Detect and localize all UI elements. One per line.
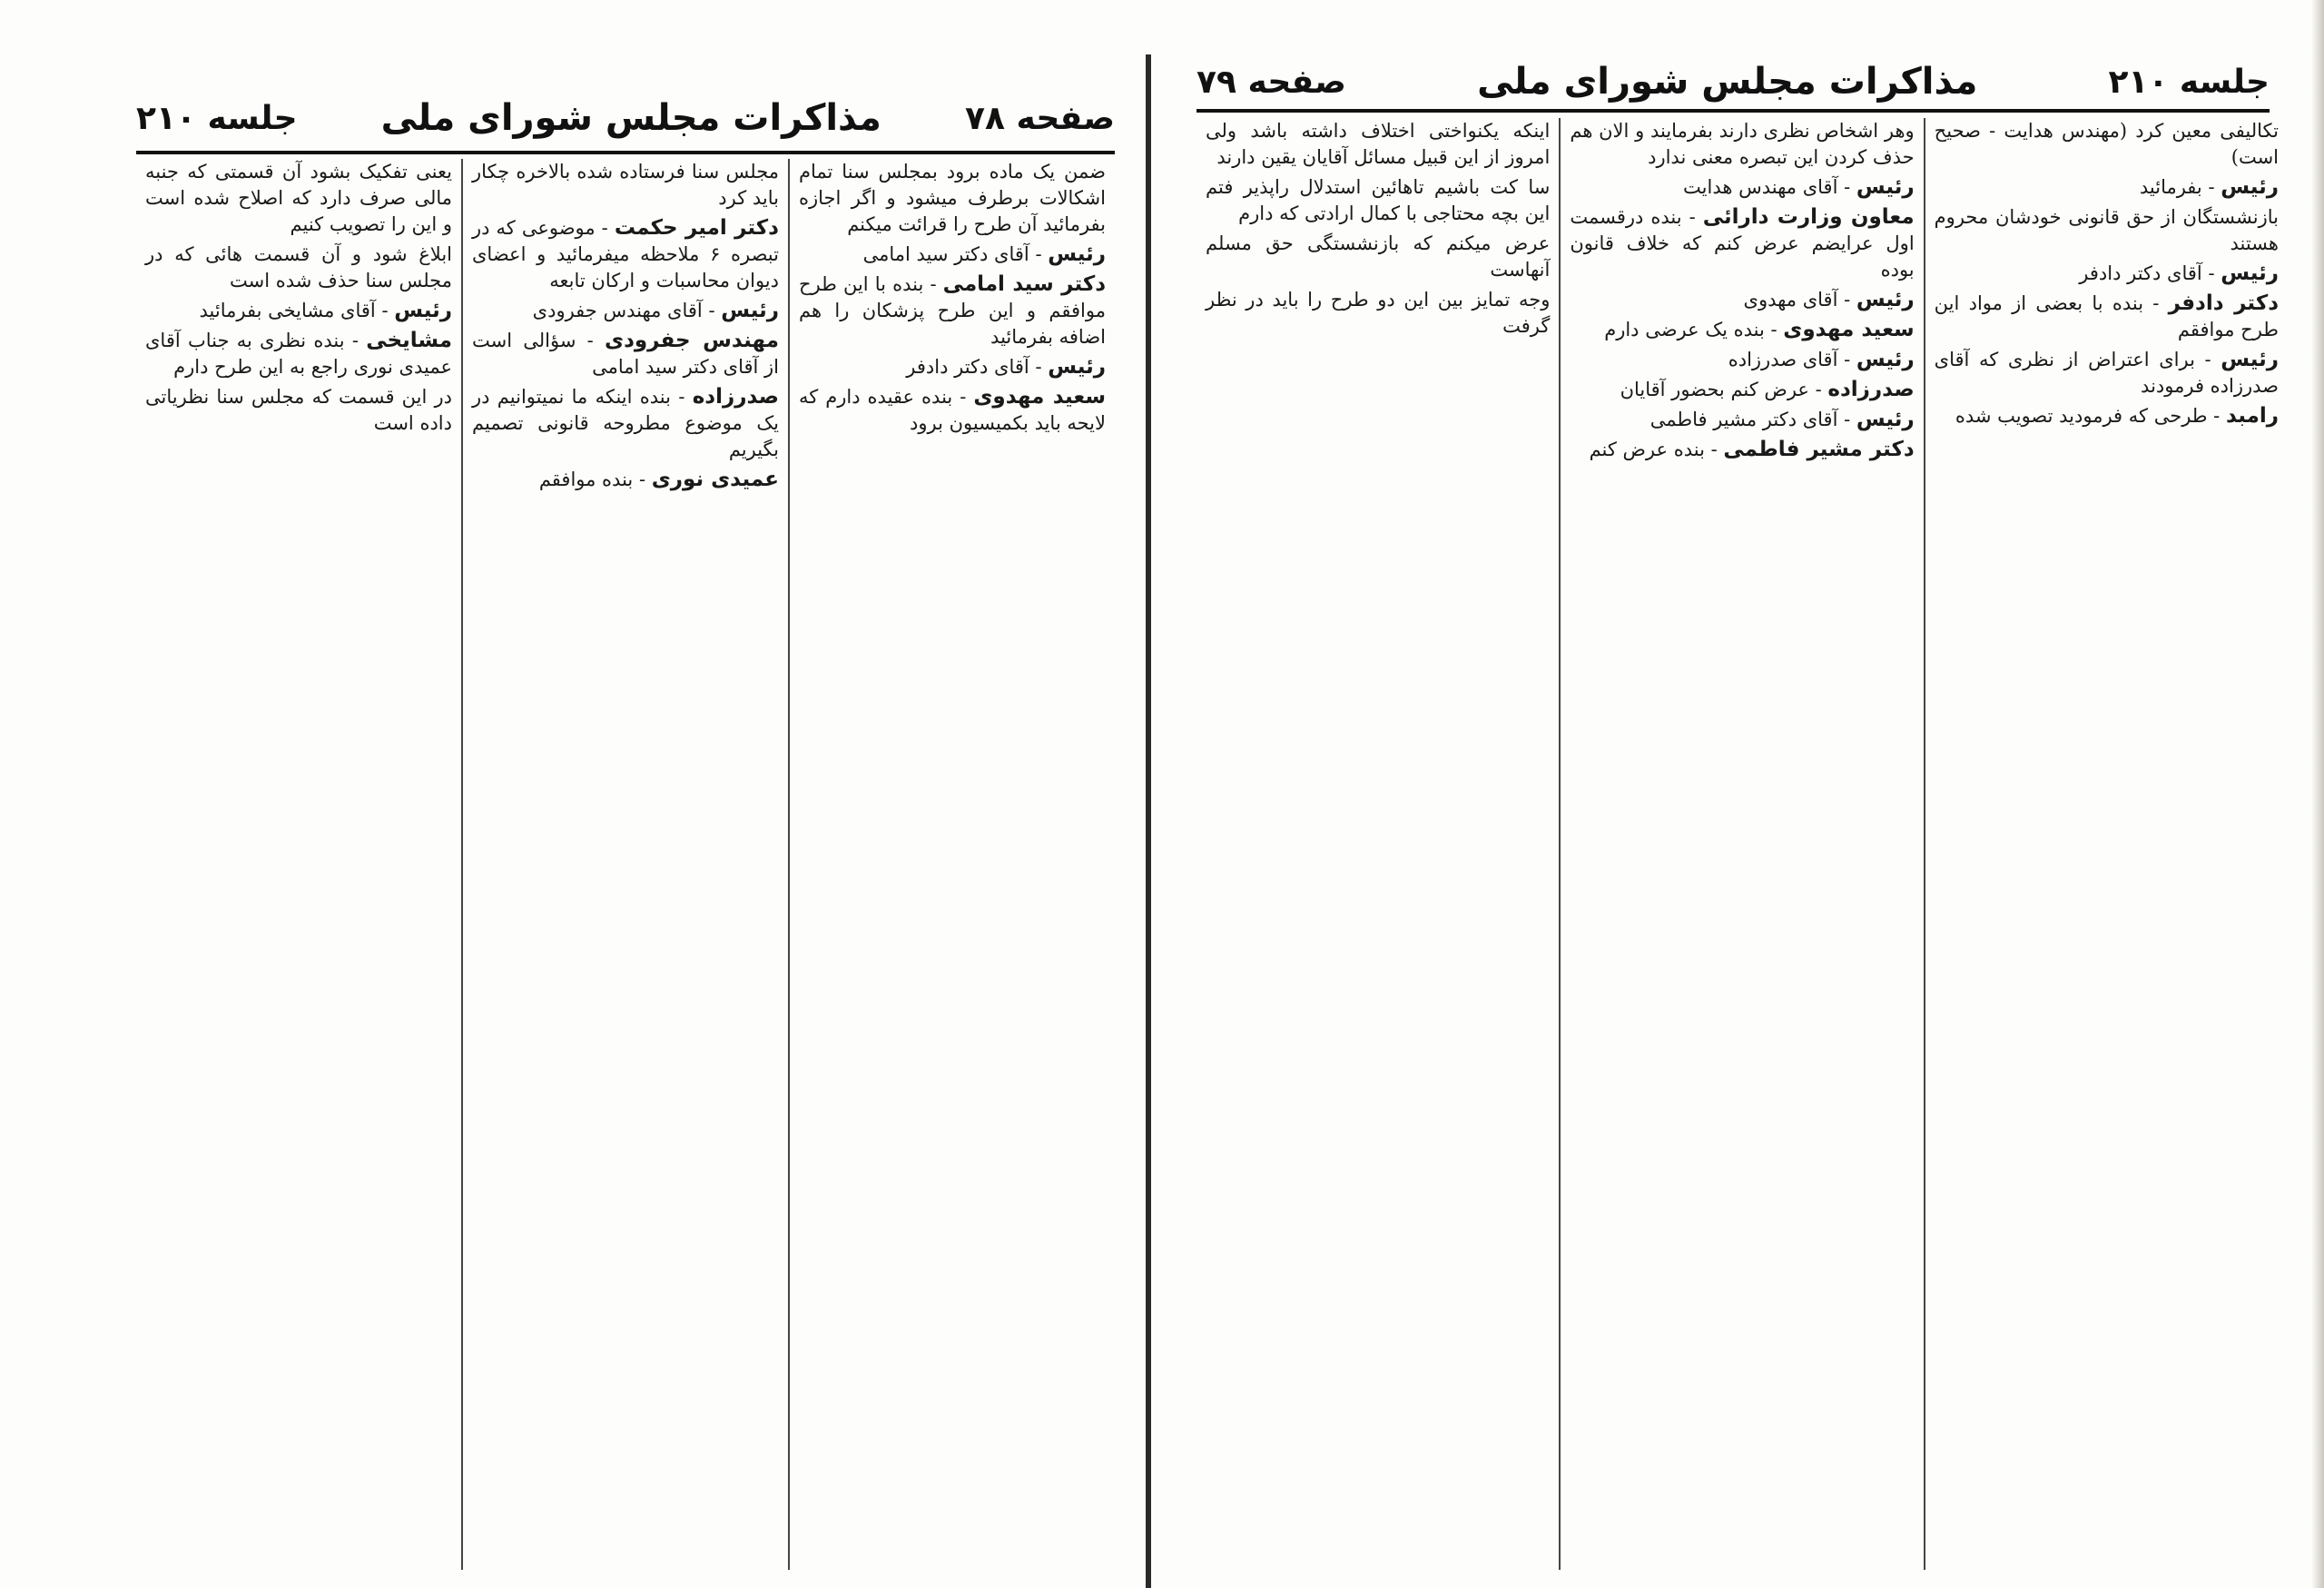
speaker-name: رئیس — [394, 299, 452, 322]
paragraph: رئیس - آقای مهندس هدایت — [1683, 175, 1915, 199]
paragraph: رئیس - آقای دکتر مشیر فاطمی — [1649, 408, 1915, 431]
paragraph: دکتر امیر حکمت - موضوعی که در تبصره ۶ ملاحظه میفرمائید و اعضای دیوان محاسبات و ارکان تابعه — [472, 216, 779, 291]
text-column — [136, 159, 461, 1570]
paragraph-text: بنده با بعضی از مواد این طرح موافقم — [1934, 292, 2279, 340]
paragraph: رئیس - آقای صدرزاده — [1728, 348, 1915, 371]
text-column — [788, 159, 1115, 1570]
paragraph-text: در این قسمت که مجلس سنا نظریاتی داده است — [145, 386, 452, 434]
speaker-name: رئیس — [1048, 355, 1106, 379]
speaker-name: رئیس — [1856, 288, 1915, 311]
paragraph: سعید مهدوی - بنده عقیده دارم که لایحه باید بکمیسیون برود — [799, 385, 1106, 434]
paragraph-text: بنده با این طرح موافقم و این طرح پزشکان را هم اضافه بفرمائید — [799, 273, 1106, 348]
speaker-name: دکتر سید امامی — [942, 272, 1107, 296]
paragraph — [1935, 118, 2279, 171]
paragraph-text: آقای دکتر سید امامی — [862, 243, 1029, 265]
paragraph: دکتر دادفر - بنده با بعضی از مواد این طرح موافقم — [1934, 291, 2279, 340]
paragraph-text: بنده عرض کنم — [1589, 439, 1705, 460]
text-column — [1924, 118, 2288, 1570]
column-fade — [790, 1534, 1115, 1570]
paragraph-text: عرض میکنم که بازنشستگی حق مسلم آنهاست — [1206, 232, 1551, 281]
paragraph-text: بنده عقیده دارم که لایحه باید بکمیسیون برود — [799, 386, 1106, 434]
text-column — [461, 159, 788, 1570]
paragraph: رئیس - آقای مهدوی — [1743, 288, 1915, 311]
speaker-name: سعید مهدوی — [973, 385, 1106, 409]
right-header-rule — [1196, 109, 2270, 113]
speaker-name: مشایخی — [366, 329, 452, 352]
paragraph-text: بنده درقسمت اول عرایضم عرض کنم که خلاف قانون بوده — [1570, 206, 1915, 281]
column-fade — [463, 1534, 788, 1570]
right-page-columns — [1196, 118, 2288, 1570]
paragraph — [1570, 118, 1914, 171]
paragraph — [1935, 204, 2279, 257]
paragraph-text: بنده نظری به جناب آقای عمیدی نوری راجع به این طرح دارم — [145, 330, 452, 378]
speaker-name: رئیس — [2221, 175, 2279, 199]
speaker-name: دکتر امیر حکمت — [614, 216, 779, 240]
paragraph — [145, 242, 452, 294]
paragraph-text: سا کت باشیم تاهائین استدلال راپذیر فتم این بچه محتاجی با کمال ارادتی که دارم — [1206, 176, 1551, 224]
page-edge-shadow — [2311, 0, 2324, 1588]
paragraph: صدرزاده - بنده اینکه ما نمیتوانیم در یک موضوع مطروحه قانونی تصمیم بگیریم — [472, 385, 779, 460]
speaker-name: رئیس — [1856, 348, 1915, 371]
right-page-number: صفحه ۷۹ — [1196, 63, 1346, 101]
paragraph — [1206, 118, 1550, 171]
paragraph-text: وجه تمایز بین این دو طرح را باید در نظر گرفت — [1206, 289, 1551, 337]
right-session-label: جلسه ۲۱۰ — [2108, 63, 2270, 101]
paragraph: رئیس - آقای مشایخی بفرمائید — [199, 299, 452, 322]
paragraph: رئیس - آقای مهندس جفرودی — [532, 299, 779, 322]
paragraph-text: وهر اشخاص نظری دارند بفرمایند و الان هم حذف کردن این تبصره معنی ندارد — [1570, 120, 1915, 168]
left-session-label: جلسه ۲۱۰ — [136, 99, 298, 137]
paragraph: رئیس - آقای دکتر دادفر — [2079, 261, 2279, 285]
paragraph: رئیس - آقای دکتر سید امامی — [862, 242, 1106, 266]
paragraph-text: بنده موافقم — [538, 469, 634, 490]
paragraph-text: آقای دکتر دادفر — [2079, 262, 2202, 284]
speaker-name: دکتر مشیر فاطمی — [1723, 438, 1915, 461]
left-page — [0, 0, 1151, 1588]
paragraph — [799, 159, 1106, 238]
paragraph-text: ابلاغ شود و آن قسمت هائی که در مجلس سنا حذف شده است — [145, 243, 452, 291]
left-header-rule — [136, 151, 1115, 154]
paragraph: دکتر مشیر فاطمی - بنده عرض کنم — [1589, 438, 1915, 461]
column-fade — [1196, 1534, 1559, 1570]
paragraph — [145, 384, 452, 437]
paragraph-text: برای اعتراض از نظری که آقای صدرزاده فرمودند — [1934, 349, 2279, 397]
right-page — [1151, 0, 2324, 1588]
paragraph-text: آقای مهدوی — [1743, 289, 1838, 311]
paragraph-text: بفرمائید — [2139, 176, 2202, 198]
left-page-number: صفحه ۷۸ — [965, 99, 1115, 137]
paragraph-text: سؤالی است از آقای دکتر سید امامی — [472, 330, 779, 378]
paragraph-text: آقای مهندس هدایت — [1683, 176, 1838, 198]
paragraph-text: آقای مهندس جفرودی — [532, 300, 703, 321]
speaker-name: سعید مهدوی — [1783, 318, 1915, 341]
speaker-name: مهندس جفرودی — [604, 329, 779, 352]
speaker-name: رئیس — [2221, 261, 2279, 285]
paragraph-text: عرض کنم بحضور آقایان — [1620, 379, 1809, 400]
speaker-name: معاون وزارت دارائی — [1702, 205, 1915, 229]
paragraph — [145, 159, 452, 238]
right-page-title: مذاکرات مجلس شورای ملی — [1477, 61, 1978, 103]
paragraph — [1206, 231, 1550, 283]
paragraph-text: ضمن یک ماده برود بمجلس سنا تمام اشکالات برطرف میشود و اگر اجازه بفرمائید آن طرح را قرائت میکنم — [799, 161, 1106, 235]
left-page-title: مذاکرات مجلس شورای ملی — [380, 97, 881, 139]
speaker-name: رئیس — [1856, 408, 1915, 431]
paragraph-text: یعنی تفکیک بشود آن قسمتی که جنبه مالی صرف دارد که اصلاح شده است و این را تصویب کنیم — [145, 161, 452, 235]
paragraph-text: تکالیفی معین کرد (مهندس هدایت - صحیح است) — [1934, 120, 2279, 168]
paragraph-text: بنده یک عرضی دارم — [1604, 319, 1765, 340]
paragraph-text: اینکه یکنواختی اختلاف داشته باشد ولی امروز از این قبیل مسائل آقایان یقین دارند — [1206, 120, 1551, 168]
paragraph-text: بازنشستگان از حق قانونی خودشان محروم هستند — [1934, 206, 2279, 254]
paragraph-text: موضوعی که در تبصره ۶ ملاحظه میفرمائید و اعضای دیوان محاسبات و ارکان تابعه — [472, 217, 779, 291]
paragraph-text: آقای صدرزاده — [1728, 349, 1838, 370]
paragraph-text: آقای دکتر دادفر — [906, 356, 1029, 378]
paragraph-text: آقای مشایخی بفرمائید — [199, 300, 376, 321]
speaker-name: دکتر دادفر — [2168, 291, 2279, 315]
paragraph: مهندس جفرودی - سؤالی است از آقای دکتر سید امامی — [472, 329, 779, 378]
paragraph: رئیس - بفرمائید — [2139, 175, 2279, 199]
paragraph-text: مجلس سنا فرستاده شده بالاخره چکار باید کرد — [472, 161, 779, 209]
speaker-name: صدرزاده — [1827, 378, 1915, 401]
paragraph — [1206, 287, 1550, 340]
paragraph-text: آقای دکتر مشیر فاطمی — [1649, 409, 1838, 430]
speaker-name: رئیس — [1048, 242, 1106, 266]
paragraph: دکتر سید امامی - بنده با این طرح موافقم و این طرح پزشکان را هم اضافه بفرمائید — [799, 272, 1107, 348]
right-page-header — [1196, 50, 2270, 113]
paragraph: صدرزاده - عرض کنم بحضور آقایان — [1620, 378, 1915, 401]
column-fade — [1925, 1534, 2288, 1570]
column-fade — [1561, 1534, 1923, 1570]
paragraph — [472, 159, 779, 212]
speaker-name: رئیس — [721, 299, 779, 322]
speaker-name: رئیس — [2221, 348, 2279, 371]
left-page-columns — [136, 159, 1115, 1570]
column-fade — [136, 1534, 461, 1570]
speaker-name: صدرزاده — [692, 385, 779, 409]
paragraph — [1206, 174, 1550, 227]
paragraph-text: بنده اینکه ما نمیتوانیم در یک موضوع مطروحه قانونی تصمیم بگیریم — [472, 386, 779, 460]
paragraph: رامبد - طرحی که فرمودید تصویب شده — [1955, 404, 2279, 428]
paragraph: مشایخی - بنده نظری به جناب آقای عمیدی نوری راجع به این طرح دارم — [145, 329, 452, 378]
paragraph: رئیس - آقای دکتر دادفر — [906, 355, 1106, 379]
text-column — [1196, 118, 1559, 1570]
text-column — [1559, 118, 1923, 1570]
speaker-name: عمیدی نوری — [651, 468, 779, 491]
paragraph: سعید مهدوی - بنده یک عرضی دارم — [1604, 318, 1915, 341]
paragraph: عمیدی نوری - بنده موافقم — [538, 468, 779, 491]
speaker-name: رئیس — [1856, 175, 1915, 199]
paragraph: رئیس - برای اعتراض از نظری که آقای صدرزاده فرمودند — [1934, 348, 2279, 397]
left-page-header — [136, 86, 1115, 150]
paragraph-text: طرحی که فرمودید تصویب شده — [1955, 405, 2208, 427]
paragraph: معاون وزارت دارائی - بنده درقسمت اول عرایضم عرض کنم که خلاف قانون بوده — [1570, 205, 1915, 281]
speaker-name: رامبد — [2225, 404, 2279, 428]
